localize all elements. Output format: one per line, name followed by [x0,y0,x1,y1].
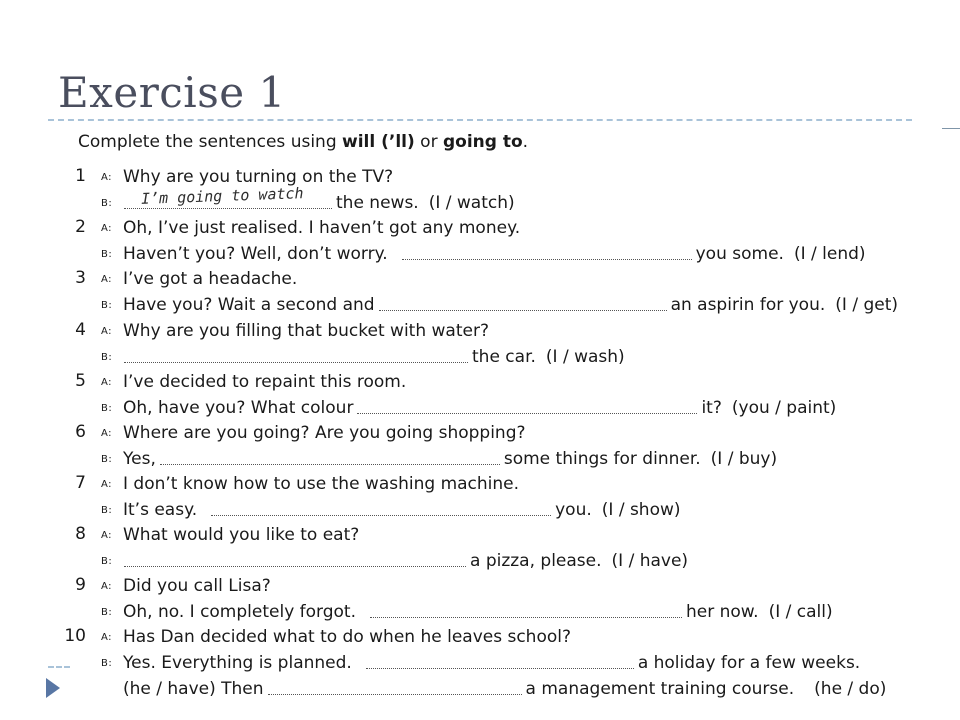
b-after: the car. [472,347,536,367]
b-after: some things for dinner. [503,449,701,469]
item-number: 6 [75,422,86,442]
line-a: Why are you turning on the TV? [123,167,394,187]
hint: (I / lend) [793,244,866,264]
speaker-b: B: [101,454,113,465]
b-after: the news. [336,193,419,213]
answer-blank[interactable] [211,515,551,516]
b-before: Oh, have you? What colour [123,398,354,418]
speaker-a: A: [101,326,113,337]
line-a: Oh, I’ve just realised. I haven’t got any money. [123,218,521,238]
b-after: you some. [695,244,784,264]
hint: (I / show) [601,500,681,520]
answer-blank[interactable] [124,566,466,567]
line-a: Has Dan decided what to do when he leaves school? [123,627,572,647]
line-a: I’ve decided to repaint this room. [123,372,407,392]
speaker-a: A: [101,172,113,183]
line-a: I don’t know how to use the washing machine. [123,474,520,494]
item-number: 8 [75,524,86,544]
item-number: 4 [75,320,86,340]
b-before: Yes. Everything is planned. [123,653,352,673]
b-after: you. [555,500,592,520]
speaker-a: A: [101,479,113,490]
line-b [123,394,836,418]
b-after: her now. [686,602,759,622]
instruction-mid: or [414,132,443,152]
line-a: What would you like to eat? [123,525,360,545]
answer-blank[interactable] [160,464,500,465]
speaker-b: B: [101,505,113,516]
line-b [123,649,860,673]
speaker-b: B: [101,658,113,669]
speaker-a: A: [101,223,113,234]
hint: (I / call) [768,602,833,622]
speaker-b: B: [101,300,113,311]
b-after: a holiday for a few weeks. [637,653,861,673]
b-before: Oh, no. I completely forgot. [123,602,356,622]
speaker-b: B: [101,198,113,209]
hint: (I / buy) [710,449,778,469]
instruction-will: will (’ll) [342,132,415,152]
cont-before: (he / have) Then [123,679,264,699]
edge-mark [942,128,960,129]
hint: (he / do) [814,679,887,699]
answer-blank[interactable] [357,413,697,414]
item-number: 9 [75,575,86,595]
answer-blank[interactable] [370,617,682,618]
b-before: Yes, [123,449,156,469]
hint: (you / paint) [731,398,837,418]
b-after: a pizza, please. [470,551,602,571]
instruction-pre: Complete the sentences using [78,132,343,152]
b-after: it? [701,398,722,418]
hint: (I / wash) [545,347,625,367]
answer-blank[interactable] [366,668,634,669]
speaker-b: B: [101,607,113,618]
b-after: an aspirin for you. [670,295,826,315]
speaker-a: A: [101,632,113,643]
instruction-post: . [522,132,529,152]
line-b [123,445,777,469]
item-number: 10 [64,626,86,646]
speaker-a: A: [101,428,113,439]
speaker-b: B: [101,352,113,363]
item-number: 1 [75,166,86,186]
item-number: 5 [75,371,86,391]
title-divider [48,119,912,121]
hint: (I / have) [611,551,689,571]
bottom-divider [48,666,70,668]
instruction-going-to: going to [442,132,523,152]
answer-blank[interactable] [124,362,468,363]
line-a: I’ve got a headache. [123,269,298,289]
b-before: It’s easy. [123,500,198,520]
speaker-a: A: [101,274,113,285]
instruction [78,132,528,152]
speaker-a: A: [101,581,113,592]
cont-after: a management training course. [525,679,795,699]
line-a: Did you call Lisa? [123,576,271,596]
line-b [123,291,898,315]
answer-blank[interactable] [379,310,667,311]
next-slide-arrow-icon[interactable] [46,678,60,698]
line-b [123,598,833,622]
line-a: Why are you filling that bucket with water? [123,321,489,341]
line-b [120,343,625,367]
answer-blank[interactable] [268,694,522,695]
speaker-b: B: [101,556,113,567]
hint: (I / get) [835,295,898,315]
item-number: 7 [75,473,86,493]
line-b [123,240,866,264]
line-b [120,547,688,571]
speaker-a: A: [101,530,113,541]
handwritten-answer: I’m going to watch [140,184,304,208]
hint: (I / watch) [428,193,515,213]
answer-blank[interactable] [124,208,332,209]
line-b-continued [123,675,886,699]
item-number: 2 [75,217,86,237]
speaker-a: A: [101,377,113,388]
b-before: Haven’t you? Well, don’t worry. [123,244,388,264]
slide-title: Exercise 1 [58,68,286,117]
item-number: 3 [75,268,86,288]
speaker-b: B: [101,403,113,414]
answer-blank[interactable] [402,259,692,260]
line-a: Where are you going? Are you going shopping? [123,423,526,443]
b-before: Have you? Wait a second and [123,295,375,315]
speaker-b: B: [101,249,113,260]
line-b [123,496,681,520]
